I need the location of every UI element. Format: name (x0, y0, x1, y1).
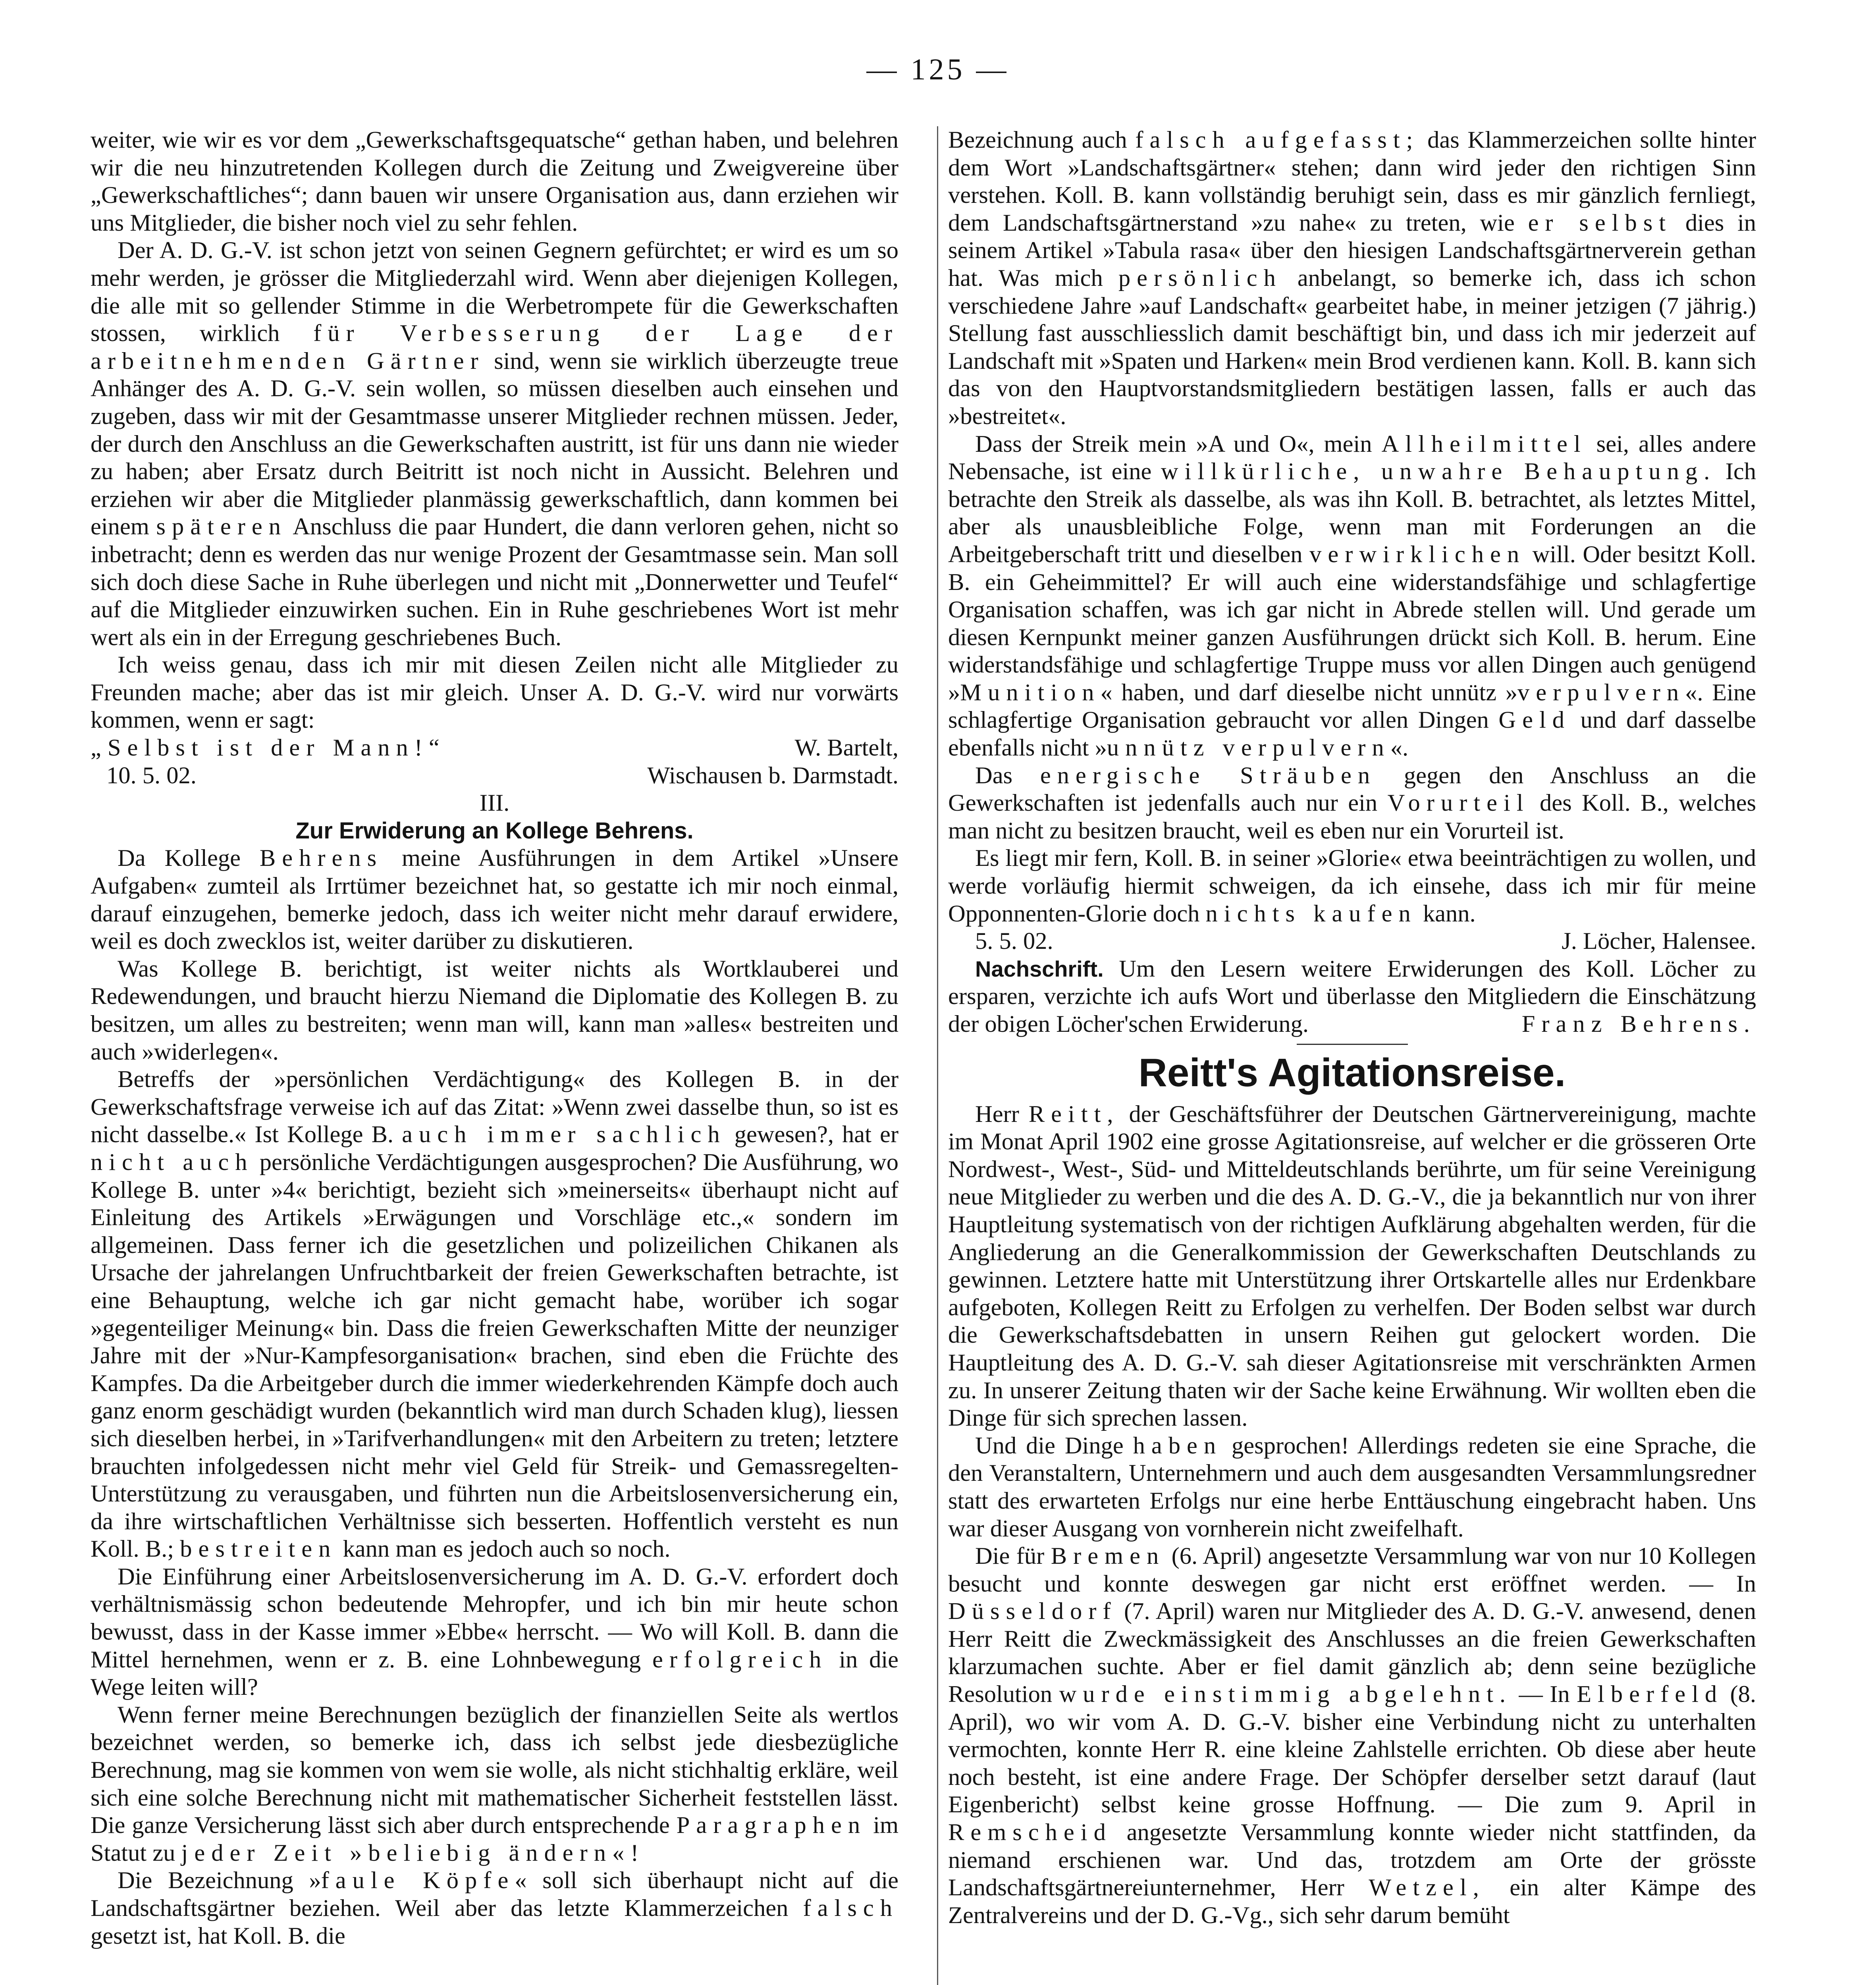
left-column (91, 126, 898, 1985)
section-title: Zur Erwiderung an Kollege Behrens. (295, 817, 694, 844)
page-number: — 125 — (866, 53, 1010, 86)
paragraph: weiter, wie wir es vor dem „Gewerkschaftsgequatsche“ gethan haben, und belehren wir die neu hinzutretenden Kollegen durch die Zeitung und Zweigvereine über „Gewerkschaftliches“; dann bauen wir unsere Organisation aus, dann erziehen wir uns Mitglieder, die bisher noch viel zu sehr fehlen. (91, 127, 898, 236)
article-heading: Reitt's Agitationsreise. (1138, 1050, 1566, 1095)
paragraph: Dass der Streik mein »A und O«, mein Allheilmittel sei, alles andere Nebensache, ist eine willkürliche, unwahre Behauptung. Ich betrachte den Streik als dasselbe, als was ihn Koll. B. betrachtet, als letztes Mittel, aber als unausbleibliche Folge, wenn man mit Forderungen an die Arbeitgeberschaft tritt und dieselben verwirklichen will. Oder besitzt Koll. B. ein Geheimmittel? Er will auch eine widerstandsfähige und schlagfertige Organisation schaffen, was ich gar nicht in Abrede stellen will. Und gerade um diesen Kernpunkt meiner ganzen Ausführungen drückt sich Koll. B. herum. Eine widerstandsfähige und schlagfertige Truppe muss vor allen Dingen auch genügend »Munition« haben, und darf dieselbe nicht unnütz »verpulvern«. Eine schlagfertige Organisation gebraucht vor allen Dingen Geld und darf dasselbe ebenfalls nicht »unnütz verpulvern«. (948, 430, 1756, 761)
paragraph: Die Bezeichnung »faule Köpfe« soll sich überhaupt nicht auf die Landschaftsgärtner beziehen. Weil aber das letzte Klammerzeichen falsch gesetzt ist, hat Koll. B. die (91, 1867, 898, 1949)
paragraph: Und die Dinge haben gesprochen! Allerdings redeten sie eine Sprache, die den Veranstaltern, Unternehmern und auch dem ausgesandten Versammlungsredner statt des erwarteten Erfolgs nur eine herbe Enttäuschung eingebracht haben. Uns war dieser Ausgang von vornherein nicht zweifelhaft. (948, 1432, 1756, 1542)
signature-line: „Selbst ist der Mann!“ W. Bartelt, (91, 734, 898, 761)
paragraph: Betreffs der »persönlichen Verdächtigung« des Kollegen B. in der Gewerkschaftsfrage verweise ich auf das Zitat: »Wenn zwei dasselbe thun, so ist es nicht dasselbe.« Ist Kollege B. auch immer sachlich gewesen?, hat er nicht auch persönliche Verdächtigungen ausgesprochen? Die Ausführung, wo Kollege B. unter »4« berichtigt, bezieht sich »meinerseits« überhaupt nicht auf Einleitung des Artikels »Erwägungen und Vorschläge etc.,« sondern im allgemeinen. Dass ferner ich die gesetzlichen und polizeilichen Chikanen als Ursache der jahrelangen Unfruchtbarkeit der freien Gewerkschaften betrachte, ist eine Behauptung, welche ich gar nicht gemacht habe, worüber ich sogar »gegenteiliger Meinung« bin. Dass die freien Gewerkschaften Mitte der neunziger Jahre mit der »Nur-Kampfesorganisation« brachen, sind eben die Früchte des Kampfes. Da die Arbeitgeber durch die immer wiederkehrenden Kämpfe doch auch ganz enorm geschädigt wurden (bekanntlich wird man durch Schaden klug), liessen sich dieselben herbei, in »Tarifverhandlungen« mit den Arbeitern zu treten; letztere brauchten infolgedessen nicht mehr viel Geld für Streik- und Gemassregelten-Unterstützung zu verausgaben, und führten nun die Arbeitslosenversicherung ein, da ihre wirtschaftlichen Verhältnisse sich besserten. Hoffentlich versteht es nun Koll. B.; bestreiten kann man es jedoch auch so noch. (91, 1066, 898, 1563)
signature-line: 10. 5. 02. Wischausen b. Darmstadt. (106, 762, 898, 789)
paragraph: Da Kollege Behrens meine Ausführungen in dem Artikel »Unsere Aufgaben« zumteil als Irrtümer bezeichnet hat, so gestatte ich mir noch einmal, darauf einzugehen, bemerke jedoch, dass ich weiter nicht mehr darauf erwidere, weil es doch zwecklos ist, weiter darüber zu diskutieren. (91, 845, 898, 955)
section-number: III. (479, 790, 510, 817)
paragraph: Ich weiss genau, dass ich mir mit diesen Zeilen nicht alle Mitglieder zu Freunden mache; aber das ist mir gleich. Unser A. D. G.-V. wird nur vorwärts kommen, wenn er sagt: (91, 651, 898, 734)
paragraph: Was Kollege B. berichtigt, ist weiter nichts als Wortklauberei und Redewendungen, und braucht hierzu Niemand die Diplomatie des Kollegen B. zu besitzen, um alles zu bestreiten; wenn man will, kann man »alles« bestreiten und auch »widerlegen«. (91, 955, 898, 1065)
paragraph: Herr Reitt, der Geschäftsführer der Deutschen Gärtnervereinigung, machte im Monat April 1902 eine grosse Agitationsreise, auf welcher er die grösseren Orte Nordwest-, West-, Süd- und Mitteldeutschlands berührte, um für seine Vereinigung neue Mitglieder zu werben und die des A. D. G.-V., die ja bekanntlich nur von ihrer Hauptleitung systematisch von der richtigen Aufklärung abgehalten werden, für die Angliederung an die Generalkommission der Gewerkschaften Deutschlands zu gewinnen. Letztere hatte mit Unterstützung ihrer Ortskartelle alles nur Erdenkbare aufgeboten, Kollegen Reitt zu Erfolgen zu verhelfen. Der Boden selbst war durch die Gewerkschaftsdebatten in unsern Reihen gut gelockert worden. Die Hauptleitung des A. D. G.-V. sah dieser Agitationsreise mit verschränkten Armen zu. In unserer Zeitung thaten wir der Sache keine Erwähnung. Wir wollten eben die Dinge für sich sprechen lassen. (948, 1100, 1756, 1432)
paragraph: Wenn ferner meine Berechnungen bezüglich der finanziellen Seite als wertlos bezeichnet werden, so bemerke ich, dass ich selbst jede diesbezügliche Berechnung, mag sie kommen von wem sie wolle, als nicht stichhaltig erkläre, weil sich eine solche Berechnung nicht mit mathematischer Sicherheit feststellen lässt. Die ganze Versicherung lässt sich aber durch entsprechende Paragraphen im Statut zu jeder Zeit »beliebig ändern«! (91, 1701, 898, 1866)
right-column (948, 126, 1756, 1985)
paragraph: Die Einführung einer Arbeitslosenversicherung im A. D. G.-V. erfordert doch verhältnismässig schon bedeutende Mehropfer, und ich bin mir heute schon bewusst, dass in der Kasse immer »Ebbe« herrscht. — Wo will Koll. B. dann die Mittel hernehmen, wenn er z. B. eine Lohnbewegung erfolgreich in die Wege leiten will? (91, 1563, 898, 1701)
paragraph: Das energische Sträuben gegen den Anschluss an die Gewerkschaften ist jedenfalls auch nur ein Vorurteil des Koll. B., welches man nicht zu besitzen braucht, weil es eben nur ein Vorurteil ist. (948, 762, 1756, 844)
paragraph: Die für Bremen (6. April) angesetzte Versammlung war von nur 10 Kollegen besucht und konnte deswegen gar nicht erst eröffnet werden. — In Düsseldorf (7. April) waren nur Mitglieder des A. D. G.-V. anwesend, denen Herr Reitt die Zweckmässigkeit des Anschlusses an die freien Gewerkschaften klarzumachen suchte. Aber er fiel damit gänzlich ab; denn seine bezügliche Resolution wurde einstimmig abgelehnt. — In Elberfeld (8. April), wo wir vom A. D. G.-V. bisher eine Verbindung nicht zu unterhalten vermochten, konnte Herr R. eine kleine Zahlstelle errichten. Ob diese aber heute noch besteht, ist eine andere Frage. Der Schöpfer derselber setzt darauf (laut Eigenbericht) selbst keine grosse Hoffnung. — Die zum 9. April in Remscheid angesetzte Versammlung konnte wieder nicht stattfinden, da niemand erschienen war. Und das, trotzdem am Orte der grösste Landschaftsgärtnereiunternehmer, Herr Wetzel, ein alter Kämpe des Zentralvereins und der D. G.-Vg., sich sehr darum bemüht (948, 1543, 1756, 1929)
postscript: Nachschrift. Um den Lesern weitere Erwiderungen des Koll. Löcher zu ersparen, verzichte ich aufs Wort und überlasse den Mitgliedern die Einschätzung der obigen Löcher'schen Erwiderung. Franz Behrens. (948, 955, 1756, 1037)
column-divider (937, 126, 938, 1985)
paragraph: Der A. D. G.-V. ist schon jetzt von seinen Gegnern gefürchtet; er wird es um so mehr werden, je grösser die Mitgliederzahl wird. Wenn aber diejenigen Kollegen, die alle mit so gellender Stimme in die Werbetrompete für die Gewerkschaften stossen, wirklich für Verbesserung der Lage der arbeitnehmenden Gärtner sind, wenn sie wirklich überzeugte treue Anhänger des A. D. G.-V. sein wollen, so müssen dieselben auch einsehen und zugeben, dass wir mit der Gesamtmasse unserer Mitglieder rechnen müssen. Jeder, der durch den Anschluss an die Gewerkschaften austritt, ist für uns dann nie wieder zu haben; aber Ersatz durch Beitritt ist noch nicht in Aussicht. Belehren und erziehen wir aber die Mitglieder planmässig gewerkschaftlich, dann kommen bei einem späteren Anschluss die paar Hundert, die dann verloren gehen, nicht so inbetracht; denn es werden das nur wenige Prozent der Gesamtmasse sein. Man soll sich doch diese Sache in Ruhe überlegen und nicht mit „Donnerwetter und Teufel“ auf die Mitglieder einzuwirken suchen. Ein in Ruhe geschriebenes Wort ist mehr wert als ein in der Erregung geschriebenes Buch. (91, 237, 898, 651)
paragraph: Es liegt mir fern, Koll. B. in seiner »Glorie« etwa beeinträchtigen zu wollen, und werde vorläufig hiermit schweigen, da ich einsehe, dass ich mir für meine Opponnenten-Glorie doch nichts kaufen kann. (948, 845, 1756, 927)
signature-line: 5. 5. 02. J. Löcher, Halensee. (975, 928, 1756, 955)
paragraph: Bezeichnung auch falsch aufgefasst; das Klammerzeichen sollte hinter dem Wort »Landschaftsgärtner« stehen; dann wird jeder den richtigen Sinn verstehen. Koll. B. kann vollständig beruhigt sein, dass es mir gänzlich fernliegt, dem Landschaftsgärtnerstand »zu nahe« zu treten, wie er selbst dies in seinem Artikel »Tabula rasa« über den hiesigen Landschaftsgärtnerverein gethan hat. Was mich persönlich anbelangt, so bemerke ich, dass ich schon verschiedene Jahre »auf Landschaft« gearbeitet habe, in meiner jetzigen (7 jährig.) Stellung fast ausschliesslich damit beschäftigt bin, und dass ich mir jederzeit auf Landschaft mit »Spaten und Harken« mein Brod verdienen kann. Koll. B. kann sich das von den Hauptvorstandsmitgliedern bestätigen lassen, falls er auch das »bestreitet«. (948, 127, 1756, 430)
